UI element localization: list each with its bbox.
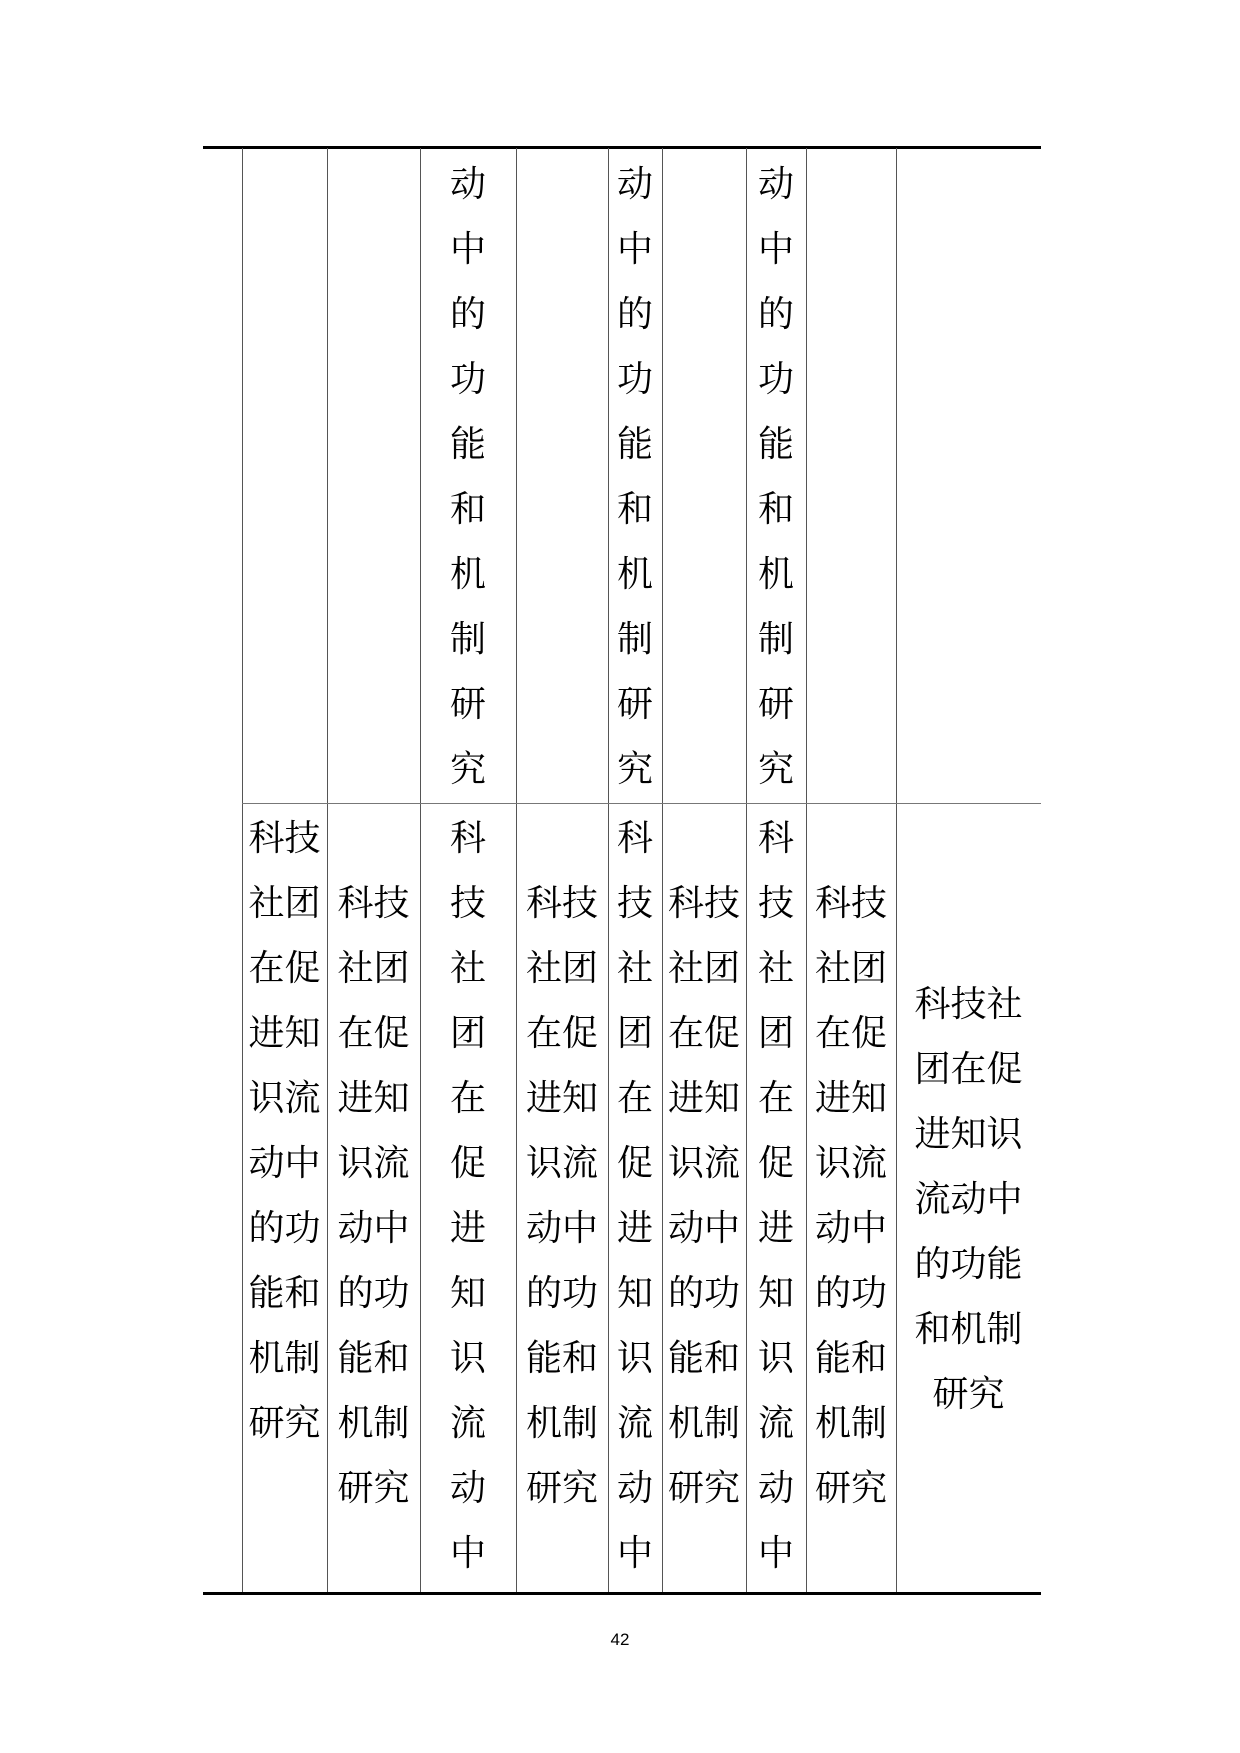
table-cell-r2-c4 <box>516 871 608 1521</box>
table-cell-r2-c5 <box>608 806 662 1586</box>
table-cell-r1-c3 <box>420 152 516 802</box>
cell-text: 科技社 团在促 进知识 流动中 的功能 和机制 研究 <box>914 983 1023 1415</box>
table-cell-r2-c9 <box>896 806 1041 1592</box>
table-cell-r1-c7 <box>746 152 806 802</box>
row-divider <box>242 803 1041 804</box>
cell-text: 科技 社团 在促 进知 识流 动中 的功 能和 机制 研究 <box>667 883 740 1509</box>
table-cell-r2-c2 <box>327 871 420 1521</box>
table-cell-r2-c3 <box>420 806 516 1586</box>
table-cell-r2-c6 <box>662 871 746 1521</box>
table-cell-r2-c8 <box>806 871 896 1521</box>
table-cell-r1-c5 <box>608 152 662 802</box>
cell-text: 动 中 的 功 能 和 机 制 研 究 <box>616 164 653 790</box>
cell-text: 动 中 的 功 能 和 机 制 研 究 <box>449 164 486 790</box>
page-number: 42 <box>610 1630 630 1649</box>
table-cell-r2-c1 <box>242 806 327 1456</box>
cell-text: 科 技 社 团 在 促 进 知 识 流 动 中 <box>616 818 653 1574</box>
cell-text: 动 中 的 功 能 和 机 制 研 究 <box>757 164 794 790</box>
cell-text: 科 技 社 团 在 促 进 知 识 流 动 中 <box>757 818 794 1574</box>
cell-text: 科技 社团 在促 进知 识流 动中 的功 能和 机制 研究 <box>248 818 321 1444</box>
table-cell-r2-c7 <box>746 806 806 1586</box>
table-bottom-rule <box>203 1592 1041 1595</box>
table-top-rule <box>203 146 1041 149</box>
cell-text: 科技 社团 在促 进知 识流 动中 的功 能和 机制 研究 <box>814 883 887 1509</box>
cell-text: 科 技 社 团 在 促 进 知 识 流 动 中 <box>449 818 486 1574</box>
cell-text: 科技 社团 在促 进知 识流 动中 的功 能和 机制 研究 <box>525 883 598 1509</box>
cell-text: 科技 社团 在促 进知 识流 动中 的功 能和 机制 研究 <box>337 883 410 1509</box>
